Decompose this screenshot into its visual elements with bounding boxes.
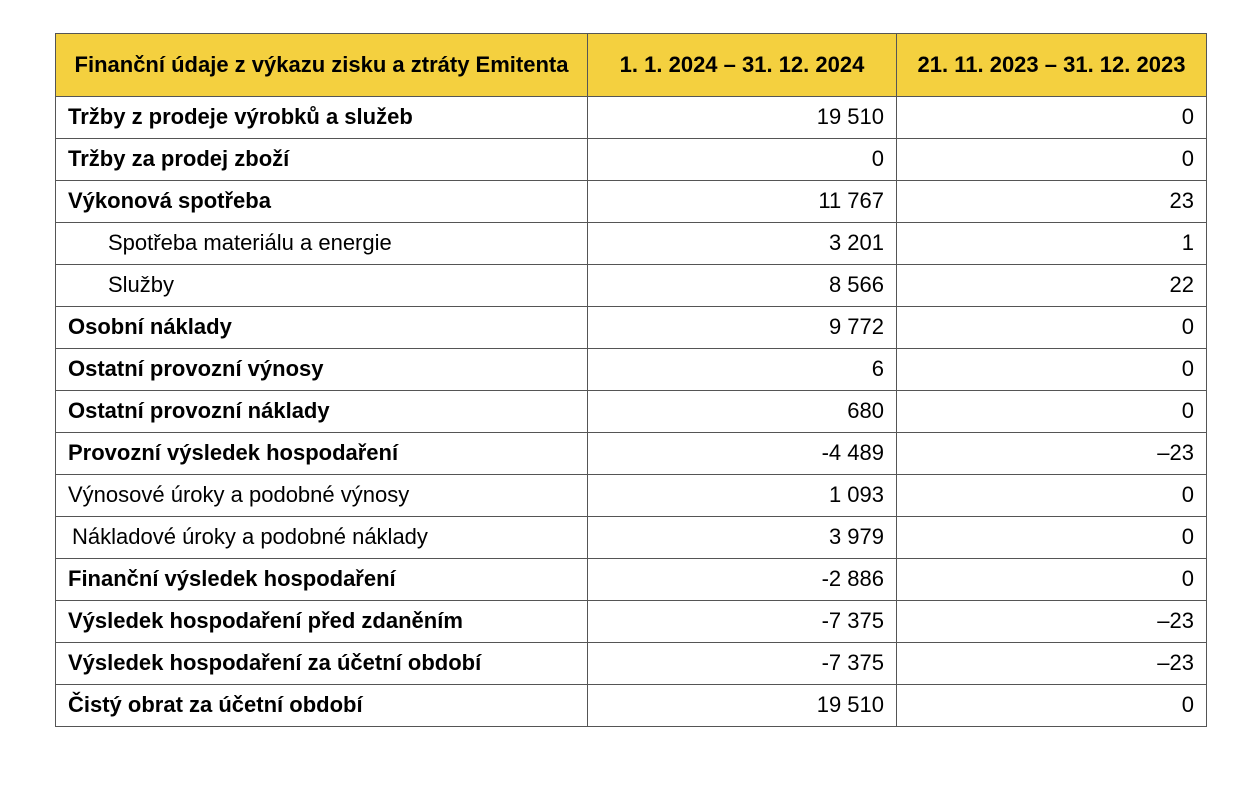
- row-label: Spotřeba materiálu a energie: [56, 223, 588, 265]
- value-2024: -4 489: [588, 433, 897, 475]
- value-2023: 0: [897, 97, 1207, 139]
- row-label: Tržby z prodeje výrobků a služeb: [56, 97, 588, 139]
- table-row: [56, 223, 1207, 265]
- table-row: [56, 139, 1207, 181]
- value-2023: 0: [897, 475, 1207, 517]
- row-label: Provozní výsledek hospodaření: [56, 433, 588, 475]
- table-row: [56, 97, 1207, 139]
- value-2024: 19 510: [588, 685, 897, 727]
- table-row: [56, 181, 1207, 223]
- column-header-period-2024: 1. 1. 2024 – 31. 12. 2024: [588, 34, 897, 97]
- value-2023: –23: [897, 601, 1207, 643]
- row-label: Čistý obrat za účetní období: [56, 685, 588, 727]
- value-2023: 0: [897, 685, 1207, 727]
- value-2024: 3 979: [588, 517, 897, 559]
- value-2023: 0: [897, 349, 1207, 391]
- table-row: [56, 685, 1207, 727]
- value-2023: –23: [897, 433, 1207, 475]
- value-2024: 680: [588, 391, 897, 433]
- row-label: Ostatní provozní výnosy: [56, 349, 588, 391]
- value-2024: 6: [588, 349, 897, 391]
- value-2024: 19 510: [588, 97, 897, 139]
- value-2024: -7 375: [588, 601, 897, 643]
- table-row: [56, 391, 1207, 433]
- column-header-item: Finanční údaje z výkazu zisku a ztráty Emitenta: [56, 34, 588, 97]
- value-2023: 0: [897, 559, 1207, 601]
- row-label: Finanční výsledek hospodaření: [56, 559, 588, 601]
- value-2023: 0: [897, 391, 1207, 433]
- value-2023: 0: [897, 139, 1207, 181]
- value-2023: –23: [897, 643, 1207, 685]
- row-label: Výkonová spotřeba: [56, 181, 588, 223]
- value-2023: 0: [897, 307, 1207, 349]
- row-label: Tržby za prodej zboží: [56, 139, 588, 181]
- value-2023: 23: [897, 181, 1207, 223]
- income-statement-table: [55, 33, 1207, 727]
- table-row: [56, 643, 1207, 685]
- value-2023: 22: [897, 265, 1207, 307]
- value-2024: -7 375: [588, 643, 897, 685]
- row-label: Služby: [56, 265, 588, 307]
- column-header-period-2023: 21. 11. 2023 – 31. 12. 2023: [897, 34, 1207, 97]
- row-label: Ostatní provozní náklady: [56, 391, 588, 433]
- row-label: Osobní náklady: [56, 307, 588, 349]
- value-2024: 9 772: [588, 307, 897, 349]
- value-2024: 1 093: [588, 475, 897, 517]
- value-2024: 11 767: [588, 181, 897, 223]
- table-row: [56, 559, 1207, 601]
- financial-table-container: [55, 33, 1207, 727]
- table-row: [56, 265, 1207, 307]
- table-header-row: [56, 34, 1207, 97]
- value-2024: 3 201: [588, 223, 897, 265]
- row-label: Výnosové úroky a podobné výnosy: [56, 475, 588, 517]
- row-label: Výsledek hospodaření před zdaněním: [56, 601, 588, 643]
- value-2023: 0: [897, 517, 1207, 559]
- table-row: [56, 517, 1207, 559]
- value-2024: 8 566: [588, 265, 897, 307]
- table-row: [56, 475, 1207, 517]
- row-label: Výsledek hospodaření za účetní období: [56, 643, 588, 685]
- table-row: [56, 307, 1207, 349]
- row-label: Nákladové úroky a podobné náklady: [56, 517, 588, 559]
- table-row: [56, 601, 1207, 643]
- table-row: [56, 433, 1207, 475]
- value-2023: 1: [897, 223, 1207, 265]
- table-row: [56, 349, 1207, 391]
- value-2024: 0: [588, 139, 897, 181]
- value-2024: -2 886: [588, 559, 897, 601]
